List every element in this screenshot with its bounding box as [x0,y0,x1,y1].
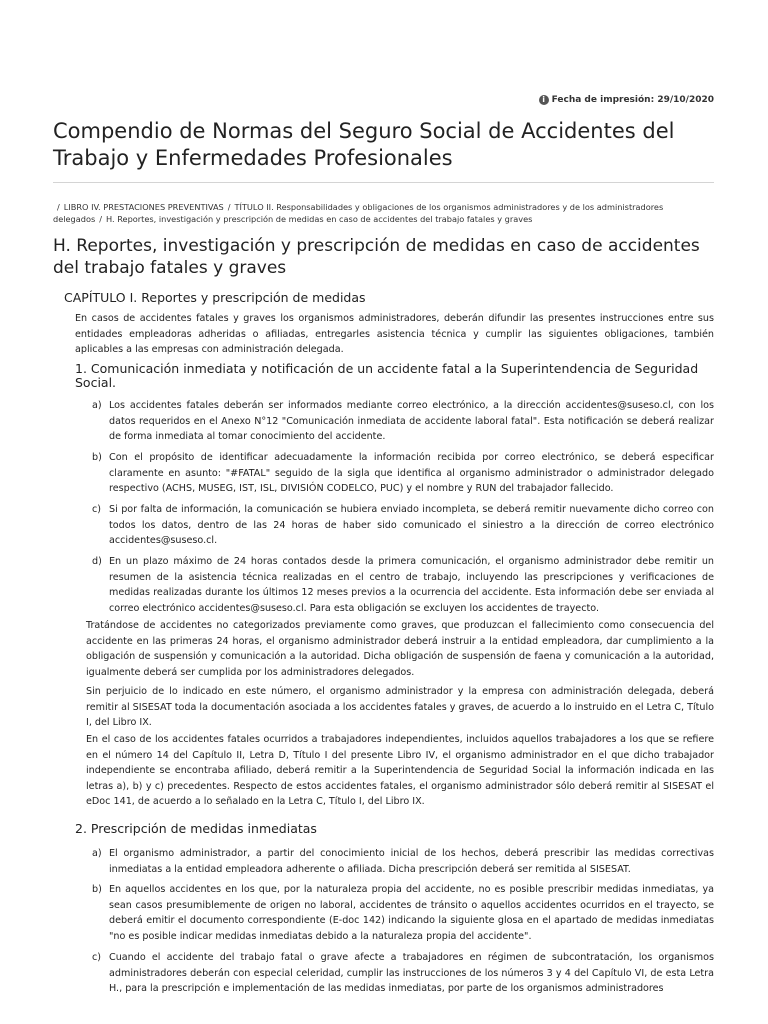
list-item [92,882,714,944]
list-marker: c) [92,952,102,963]
section-title: H. Reportes, investigación y prescripción de medidas en caso de accidentes del trabajo fatales y graves [53,236,700,278]
list-text: Si por falta de información, la comunicación se hubiera enviado incompleta, se deberá remitir nuevamente dicho correo con todos los datos, dentro de las 24 horas de haber sido comunicado el siniestro a la dirección de correo electrónico accidentes@suseso.cl. [109,504,714,546]
list-item [92,450,714,497]
breadcrumb-item-libro-iv[interactable]: LIBRO IV. PRESTACIONES PREVENTIVAS [63,202,224,212]
breadcrumb-item-titulo-ii[interactable]: TÍTULO II. Responsabilidades y obligaciones de los organismos administradores y de los administradores delegados [53,202,664,224]
list-text: El organismo administrador, a partir del conocimiento inicial de los hechos, deberá prescribir las medidas correctivas inmediatas a la entidad empleadora adherente o afiliada. Dicha prescripción deberá ser remitida al SISESAT. [109,848,714,875]
list-text: En un plazo máximo de 24 horas contados desde la primera comunicación, el organismo administrador debe remitir un resumen de la asistencia técnica realizadas en el centro de trabajo, incluyendo las prescripciones y verificaciones de medidas realizadas durante los últimos 12 meses previos a la ocurrencia del accidente. Esta información debe ser enviada al correo electrónico accidentes@suseso.cl. Para esta obligación se excluyen los accidentes de trayecto. [109,556,714,614]
body-paragraph: Sin perjuicio de lo indicado en este número, el organismo administrador y la empresa con administración delegada, deberá remitir al SISESAT toda la documentación asociada a los accidentes fatales y graves, de acuerdo a lo instruido en el Letra C, Título I, del Libro IX. [86,686,714,728]
list-item [92,950,714,997]
list-marker: a) [92,400,102,411]
list-item [92,502,714,549]
list-marker: a) [92,848,102,859]
sub1-heading: 1. Comunicación inmediata y notificación de un accidente fatal a la Superintendencia de Seguridad Social. [75,361,699,390]
breadcrumb-item-current: H. Reportes, investigación y prescripción de medidas en caso de accidentes del trabajo fatales y graves [106,214,533,224]
breadcrumb-separator: / [99,214,102,224]
title-divider [53,182,714,183]
list-marker: b) [92,884,102,895]
body-paragraph: En el caso de los accidentes fatales ocurridos a trabajadores independientes, incluidos aquellos trabajadores a los que se refiere en el número 14 del Capítulo II, Letra D, Título I del presente Libro IV, el organismo administrador en el que dicho trabajador independiente se encontraba afiliado, deberá remitir a la Superintendencia de Seguridad Social la información indicada en las letras a), b) y c) precedentes. Respecto de estos accidentes fatales, el organismo administrador sólo deberá remitir al SISESAT el eDoc 141, de acuerdo a lo señalado en la Letra C, Título I, del Libro IX. [86,734,714,807]
list-text: Cuando el accidente del trabajo fatal o grave afecte a trabajadores en régimen de subcontratación, los organismos administradores deberán con especial celeridad, cumplir las instrucciones de los números 3 y 4 del Capítulo VI, de esta Letra H., para la prescripción e implementación de las medidas inmediatas, por parte de los organismos administradores [109,952,714,994]
print-date-text: Fecha de impresión: 29/10/2020 [551,95,714,105]
list-marker: d) [92,556,102,567]
print-date [539,95,714,105]
breadcrumb [53,201,714,225]
intro-paragraph: En casos de accidentes fatales y graves los organismos administradores, deberán difundir las presentes instrucciones entre sus entidades empleadoras adheridas o afiliadas, entregarles asistencia técnica y cumplir las siguientes obligaciones, también aplicables a las empresas con administración delegada. [75,313,714,355]
sub2-heading: 2. Prescripción de medidas inmediatas [75,821,317,836]
list-text: Con el propósito de identificar adecuadamente la información recibida por correo electrónico, se deberá especificar claramente en asunto: "#FATAL" seguido de la sigla que identifica al organismo administrador o administrador delegado respectivo (ACHS, MUSEG, IST, ISL, DIVISIÓN CODELCO, PUC) y el nombre y RUN del trabajador fallecido. [109,452,714,494]
list-item [92,554,714,616]
chapter-title: CAPÍTULO I. Reportes y prescripción de medidas [64,290,366,305]
list-text: Los accidentes fatales deberán ser informados mediante correo electrónico, a la dirección accidentes@suseso.cl, con los datos requeridos en el Anexo N°12 "Comunicación inmediata de accidente laboral fatal". Esta notificación se deberá realizar de forma inmediata al tomar conocimiento del accidente. [109,400,714,442]
list-marker: c) [92,504,102,515]
list-text: En aquellos accidentes en los que, por la naturaleza propia del accidente, no es posible prescribir medidas inmediatas, ya sean casos presumiblemente de origen no laboral, accidentes de tránsito o aquellos accidentes ocurridos en el trayecto, se deberá emitir el documento correspondiente (E-doc 142) indicando la siguiente glosa en el apartado de medidas inmediatas "no es posible indicar medidas inmediatas debido a la naturaleza propia del accidente". [109,884,714,942]
list-marker: b) [92,452,102,463]
breadcrumb-separator: / [227,202,231,212]
breadcrumb-separator: / [57,202,60,212]
list-item [92,398,714,445]
info-icon: i [539,95,549,105]
body-paragraph: Tratándose de accidentes no categorizados previamente como graves, que produzcan el fallecimiento como consecuencia del accidente en las primeras 24 horas, el organismo administrador deberá instruir a la entidad empleadora, dar cumplimiento a la obligación de suspensión y comunicación a la autoridad. Dicha obligación de suspensión de faena y comunicación a la autoridad, igualmente deberá ser cumplida por los administradores delegados. [86,620,714,678]
page-title: Compendio de Normas del Seguro Social de Accidentes del Trabajo y Enfermedades Profesionales [53,119,675,170]
list-item [92,846,714,877]
